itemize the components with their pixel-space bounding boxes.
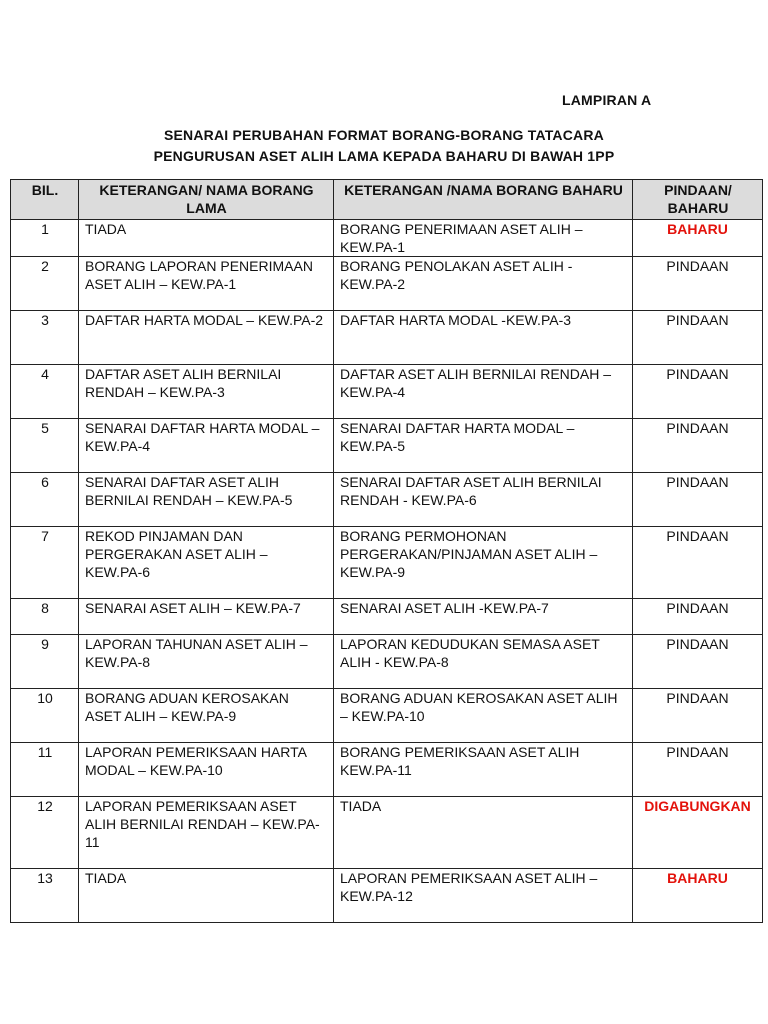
- change-status: [633, 257, 763, 311]
- status-badge: PINDAAN: [666, 312, 729, 328]
- status-badge: PINDAAN: [666, 636, 729, 652]
- table-row: [11, 797, 763, 869]
- status-badge: BAHARU: [667, 870, 728, 886]
- old-form-name: SENARAI DAFTAR HARTA MODAL – KEW.PA-4: [79, 419, 334, 473]
- new-form-name: SENARAI DAFTAR HARTA MODAL – KEW.PA-5: [334, 419, 633, 473]
- change-status: [633, 419, 763, 473]
- change-status: [633, 797, 763, 869]
- change-status: [633, 689, 763, 743]
- change-status: [633, 473, 763, 527]
- new-form-name: SENARAI ASET ALIH -KEW.PA-7: [334, 599, 633, 635]
- change-status: [633, 599, 763, 635]
- old-form-name: LAPORAN PEMERIKSAAN ASET ALIH BERNILAI RENDAH – KEW.PA-11: [79, 797, 334, 869]
- old-form-name: TIADA: [79, 869, 334, 923]
- table-header-row: [11, 180, 763, 220]
- change-status: [633, 311, 763, 365]
- old-form-name: DAFTAR HARTA MODAL – KEW.PA-2: [79, 311, 334, 365]
- old-form-name: SENARAI ASET ALIH – KEW.PA-7: [79, 599, 334, 635]
- table-body: [11, 220, 763, 923]
- status-badge: DIGABUNGKAN: [644, 798, 751, 814]
- row-number: 4: [11, 365, 79, 419]
- old-form-name: LAPORAN PEMERIKSAAN HARTA MODAL – KEW.PA-10: [79, 743, 334, 797]
- new-form-name: BORANG ADUAN KEROSAKAN ASET ALIH – KEW.PA-10: [334, 689, 633, 743]
- column-header-new-form: KETERANGAN /NAMA BORANG BAHARU: [334, 180, 633, 220]
- status-badge: PINDAAN: [666, 744, 729, 760]
- table-row: [11, 419, 763, 473]
- new-form-name: BORANG PEMERIKSAAN ASET ALIH KEW.PA-11: [334, 743, 633, 797]
- status-badge: PINDAAN: [666, 258, 729, 274]
- row-number: 12: [11, 797, 79, 869]
- status-badge: PINDAAN: [666, 600, 729, 616]
- status-badge: PINDAAN: [666, 366, 729, 382]
- new-form-name: BORANG PENOLAKAN ASET ALIH - KEW.PA-2: [334, 257, 633, 311]
- form-changes-table: [10, 179, 763, 923]
- status-badge: PINDAAN: [666, 690, 729, 706]
- row-number: 10: [11, 689, 79, 743]
- row-number: 6: [11, 473, 79, 527]
- new-form-name: SENARAI DAFTAR ASET ALIH BERNILAI RENDAH - KEW.PA-6: [334, 473, 633, 527]
- status-badge: PINDAAN: [666, 420, 729, 436]
- document-title: [0, 125, 768, 167]
- old-form-name: REKOD PINJAMAN DAN PERGERAKAN ASET ALIH – KEW.PA-6: [79, 527, 334, 599]
- old-form-name: BORANG LAPORAN PENERIMAAN ASET ALIH – KEW.PA-1: [79, 257, 334, 311]
- change-status: [633, 743, 763, 797]
- table-row: [11, 527, 763, 599]
- new-form-name: LAPORAN PEMERIKSAAN ASET ALIH – KEW.PA-12: [334, 869, 633, 923]
- new-form-name: LAPORAN KEDUDUKAN SEMASA ASET ALIH - KEW.PA-8: [334, 635, 633, 689]
- status-badge: PINDAAN: [666, 474, 729, 490]
- document-title-line-1: SENARAI PERUBAHAN FORMAT BORANG-BORANG TATACARA: [163, 127, 604, 143]
- appendix-label: LAMPIRAN A: [562, 92, 652, 108]
- table-row: [11, 689, 763, 743]
- row-number: 9: [11, 635, 79, 689]
- row-number: 13: [11, 869, 79, 923]
- table-row: [11, 365, 763, 419]
- change-status: [633, 527, 763, 599]
- row-number: 8: [11, 599, 79, 635]
- document-title-line-2: PENGURUSAN ASET ALIH LAMA KEPADA BAHARU DI BAWAH 1PP: [153, 148, 615, 164]
- row-number: 11: [11, 743, 79, 797]
- row-number: 7: [11, 527, 79, 599]
- column-header-old-form: KETERANGAN/ NAMA BORANG LAMA: [79, 180, 334, 220]
- new-form-name: BORANG PERMOHONAN PERGERAKAN/PINJAMAN ASET ALIH – KEW.PA-9: [334, 527, 633, 599]
- new-form-name: DAFTAR ASET ALIH BERNILAI RENDAH – KEW.PA-4: [334, 365, 633, 419]
- row-number: 1: [11, 220, 79, 257]
- table-row: [11, 599, 763, 635]
- table-row: [11, 635, 763, 689]
- table-row: [11, 220, 763, 257]
- table-row: [11, 869, 763, 923]
- table-row: [11, 473, 763, 527]
- new-form-name: TIADA: [334, 797, 633, 869]
- old-form-name: SENARAI DAFTAR ASET ALIH BERNILAI RENDAH – KEW.PA-5: [79, 473, 334, 527]
- table-row: [11, 311, 763, 365]
- table-row: [11, 743, 763, 797]
- old-form-name: BORANG ADUAN KEROSAKAN ASET ALIH – KEW.PA-9: [79, 689, 334, 743]
- old-form-name: LAPORAN TAHUNAN ASET ALIH – KEW.PA-8: [79, 635, 334, 689]
- row-number: 3: [11, 311, 79, 365]
- new-form-name: BORANG PENERIMAAN ASET ALIH – KEW.PA-1: [334, 220, 633, 257]
- row-number: 5: [11, 419, 79, 473]
- change-status: [633, 220, 763, 257]
- column-header-status: PINDAAN/ BAHARU: [633, 180, 763, 220]
- row-number: 2: [11, 257, 79, 311]
- old-form-name: DAFTAR ASET ALIH BERNILAI RENDAH – KEW.PA-3: [79, 365, 334, 419]
- new-form-name: DAFTAR HARTA MODAL -KEW.PA-3: [334, 311, 633, 365]
- old-form-name: TIADA: [79, 220, 334, 257]
- change-status: [633, 635, 763, 689]
- table-row: [11, 257, 763, 311]
- status-badge: BAHARU: [667, 221, 728, 237]
- change-status: [633, 365, 763, 419]
- column-header-bil: BIL.: [11, 180, 79, 220]
- status-badge: PINDAAN: [666, 528, 729, 544]
- change-status: [633, 869, 763, 923]
